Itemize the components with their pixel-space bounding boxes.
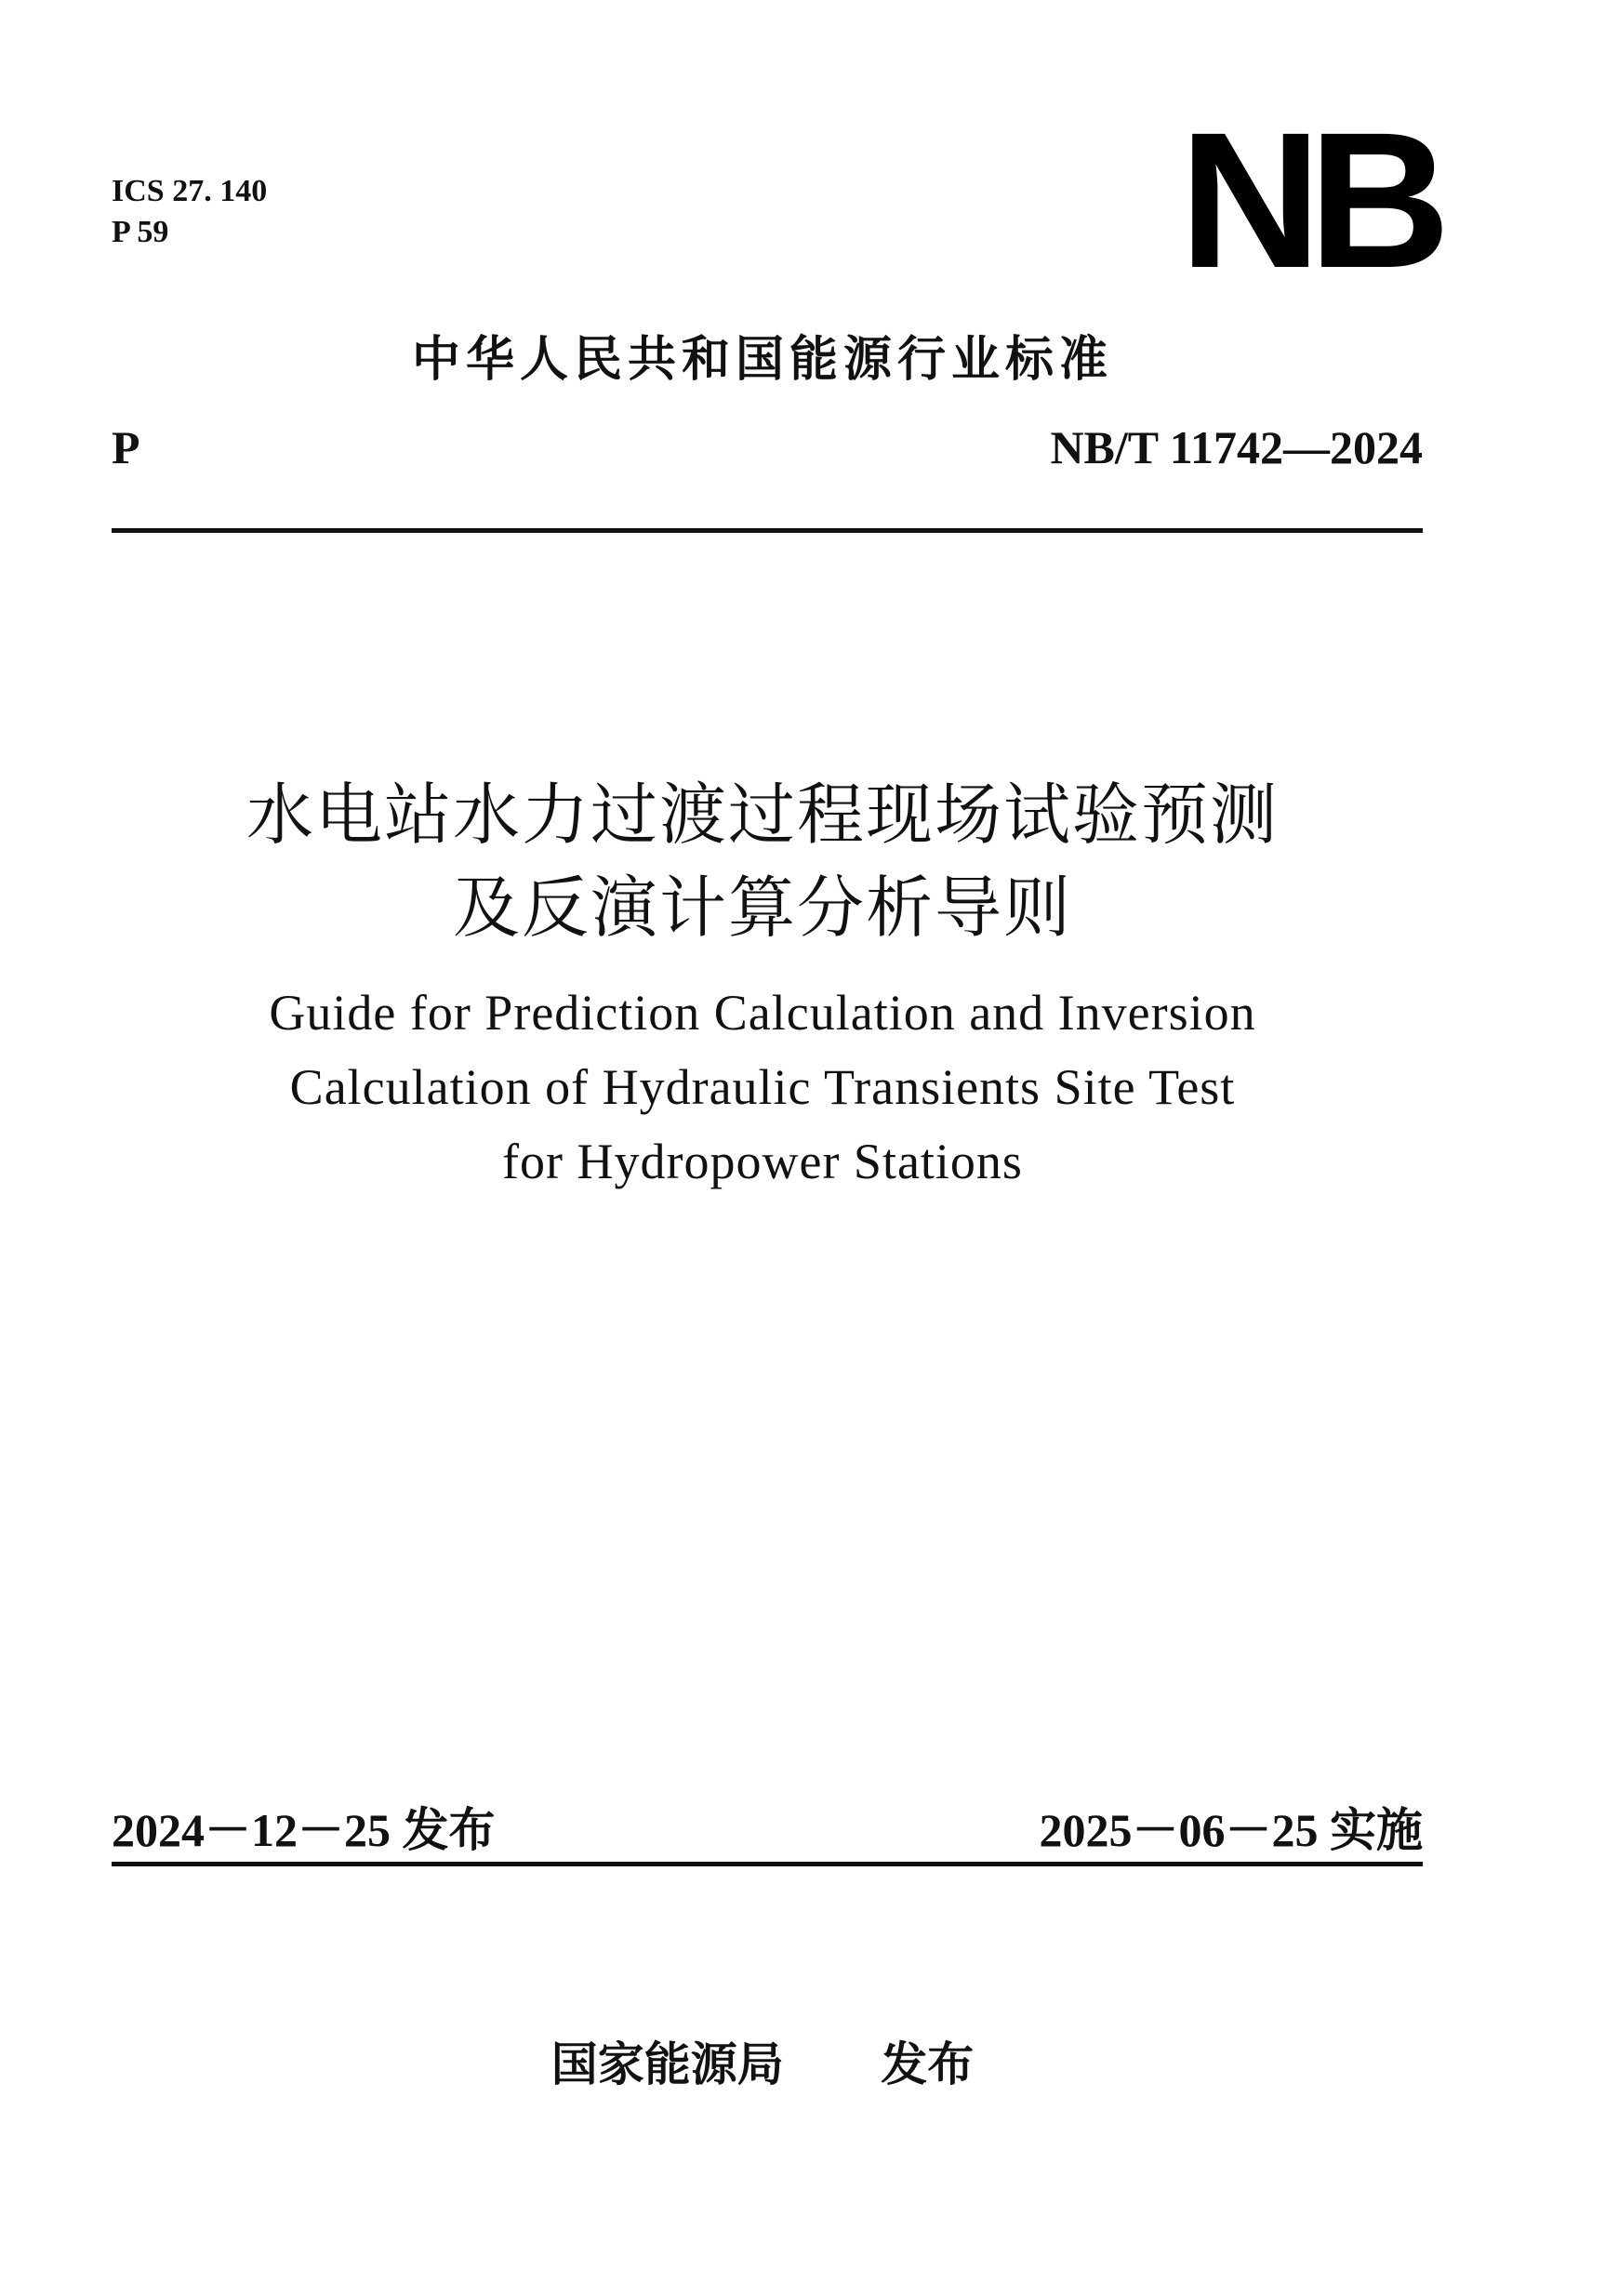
title-en-line-1: Guide for Prediction Calculation and Inversion — [269, 985, 1256, 1041]
issue-date: 2024－12－25 发布 — [112, 1804, 496, 1856]
publisher-line: 国家能源局 发布 — [550, 2037, 975, 2091]
implementation-date: 2025－06－25 实施 — [1039, 1804, 1423, 1856]
bottom-divider — [112, 1862, 1423, 1866]
title-en-line-3: for Hydropower Stations — [502, 1134, 1023, 1189]
classification-letter: P — [112, 421, 140, 473]
top-divider — [112, 528, 1423, 533]
title-en-line-2: Calculation of Hydraulic Transients Site Test — [289, 1059, 1236, 1115]
ics-code-block — [112, 171, 267, 253]
nb-logo: NB — [1179, 93, 1438, 309]
issuing-organization-title: 中华人民共和国能源行业标准 — [411, 332, 1113, 388]
ccs-code: P 59 — [112, 215, 169, 249]
standard-number: NB/T 11742—2024 — [1050, 421, 1423, 473]
ics-code: ICS 27. 140 — [112, 174, 268, 208]
title-cn-line-2: 及反演计算分析导则 — [452, 869, 1072, 947]
title-cn-line-1: 水电站水力过渡过程现场试验预测 — [245, 776, 1279, 854]
